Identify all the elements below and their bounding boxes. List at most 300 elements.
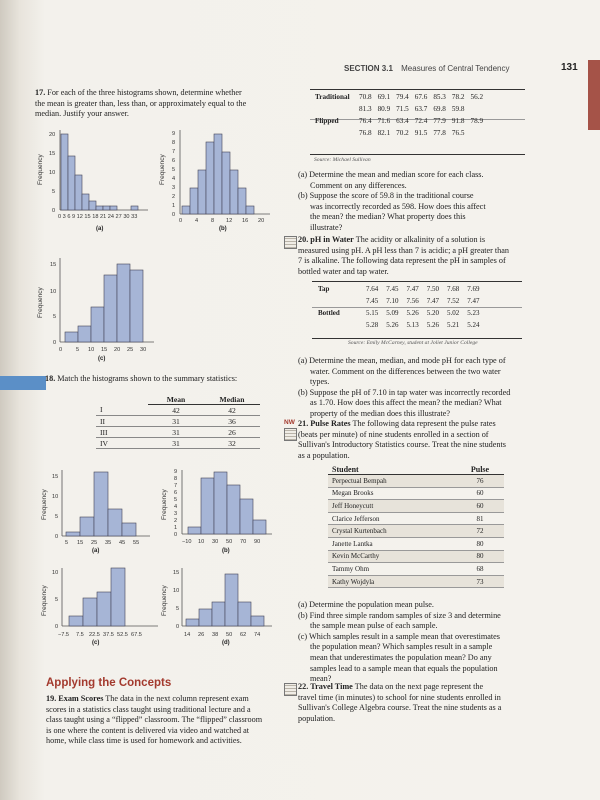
caption-18b: (b) — [222, 548, 230, 554]
data-set-icon — [284, 683, 297, 696]
histogram-bar — [251, 616, 264, 626]
x-tick-labels: 0 3 6 9 12 15 18 21 24 27 30 33 — [58, 214, 138, 220]
problem-19 — [46, 694, 301, 747]
table-cell: Perpectual Bempah — [328, 475, 456, 488]
x-tick: 25 — [91, 540, 98, 546]
table-cell: 7.45 — [386, 285, 399, 293]
y-axis-label: Frequency — [161, 585, 168, 616]
x-tick: 74 — [254, 632, 261, 638]
y-tick: 10 — [52, 494, 59, 500]
x-tick: 22.5 — [89, 632, 100, 638]
caption-18d: (d) — [222, 640, 230, 646]
problem-title: Pulse Rates — [310, 419, 351, 428]
x-tick: 50 — [226, 539, 233, 545]
caption-c: (c) — [98, 356, 106, 362]
table-cell: 85.3 — [433, 93, 446, 101]
problem-text: measured using pH. A pH less than 7 is acidic; a pH greater than — [298, 245, 510, 255]
row-label: Tap — [318, 285, 330, 293]
row-label: II — [96, 416, 148, 427]
problem-22 — [298, 682, 548, 724]
table-cell: 72 — [456, 525, 504, 538]
histogram-bar — [130, 270, 143, 342]
y-tick: 2 — [174, 518, 178, 524]
table-cell: 5.26 — [386, 321, 399, 329]
table-cell: 70.8 — [359, 93, 372, 101]
table-cell: 80.9 — [377, 105, 391, 113]
histogram-bar — [190, 188, 198, 214]
x-tick: 62 — [240, 632, 247, 638]
histogram-bar — [122, 523, 136, 536]
table-cell: 77.9 — [433, 117, 446, 125]
table-cell: 69.8 — [433, 105, 446, 113]
x-tick: 30 — [212, 539, 219, 545]
histogram-bar — [253, 520, 266, 534]
part-b: (b) Find three simple random samples of size 3 and determine — [298, 610, 501, 620]
histogram-bar — [227, 485, 240, 534]
part-c-cont: mean? — [310, 674, 332, 684]
problem-text: Match the histograms shown to the summary statistics: — [57, 374, 238, 383]
y-tick: 5 — [55, 597, 59, 603]
table-cell: 63.4 — [396, 117, 409, 125]
summary-statistics-table — [96, 394, 260, 449]
histogram-bar — [225, 574, 238, 626]
table-cell: 5.13 — [406, 321, 419, 329]
part-b-cont: as 1.70. How does this affect the mean? the median? What — [310, 398, 502, 408]
part-b-cont: the mean? the median? What property does this — [310, 212, 466, 222]
histogram-bar — [131, 206, 138, 210]
section-title: Measures of Central Tendency — [401, 64, 510, 73]
histogram-18d — [160, 566, 275, 651]
histogram-bar — [66, 532, 80, 536]
problem-text: is one where the content is delivered via video and watched at — [46, 725, 250, 735]
x-tick: 15 — [101, 347, 108, 353]
histogram-bar — [240, 499, 253, 534]
table-cell: 72.4 — [414, 117, 428, 125]
table-cell: 7.45 — [366, 297, 379, 305]
chapter-tab — [588, 60, 600, 130]
table-cell: 7.47 — [426, 297, 439, 305]
histogram-bar — [94, 472, 108, 536]
y-tick: 7 — [172, 149, 176, 155]
y-tick: 5 — [52, 189, 56, 195]
histogram-bar — [83, 598, 97, 626]
table-cell: 5.23 — [467, 309, 480, 317]
table-cell: 77.8 — [433, 129, 446, 137]
histogram-bar — [68, 156, 75, 210]
table-cell: 42 — [148, 405, 204, 416]
problem-17 — [35, 88, 285, 120]
part-b-cont: the sample mean pulse of each sample. — [310, 621, 438, 631]
nw-badge: NW — [284, 419, 295, 426]
table-cell: 5.21 — [447, 321, 460, 329]
ph-table — [314, 283, 484, 331]
histogram-bar — [214, 134, 222, 214]
y-tick: 1 — [172, 203, 176, 209]
table-cell: 63.7 — [414, 105, 428, 113]
histogram-bar — [238, 188, 246, 214]
y-tick: 0 — [172, 212, 176, 218]
facing-page-bleed — [0, 60, 40, 760]
part-b-cont: was incorrectly recorded as 598. How does this affect — [310, 201, 486, 211]
problem-18 — [45, 374, 237, 385]
histogram-bar — [96, 206, 103, 210]
histogram-bar — [108, 509, 122, 536]
y-tick: 9 — [174, 469, 178, 475]
histogram-bar — [89, 201, 96, 210]
y-tick: 15 — [50, 262, 57, 268]
y-tick: 5 — [53, 314, 57, 320]
data-set-icon — [284, 428, 297, 441]
table-cell: 76.8 — [359, 129, 372, 137]
problem-text: median. Justify your answer. — [35, 109, 129, 119]
y-tick: 0 — [52, 208, 56, 214]
table-cell: 60 — [456, 500, 504, 513]
histogram-18c — [40, 566, 160, 651]
problem-19-parts — [298, 170, 543, 234]
table-cell: 68 — [456, 563, 504, 576]
column-header: Student — [328, 465, 456, 475]
table-cell: 5.26 — [406, 309, 419, 317]
y-axis-label: Frequency — [41, 585, 48, 616]
part-c: (c) Which samples result in a sample mean that overestimates — [298, 631, 500, 641]
histogram-bar — [91, 307, 104, 342]
table-cell: 31 — [148, 427, 204, 438]
table-cell: 78.9 — [470, 117, 484, 125]
y-tick: 0 — [55, 534, 59, 540]
x-tick: 16 — [242, 218, 249, 224]
table-cell: 7.56 — [406, 297, 419, 305]
table-cell: 91.8 — [451, 117, 465, 125]
histogram-bar — [104, 275, 117, 342]
table-cell: 7.10 — [386, 297, 399, 305]
table-cell: 42 — [204, 405, 260, 416]
section-heading: Applying the Concepts — [46, 677, 172, 689]
problem-number: 20. — [298, 235, 309, 244]
y-tick: 7 — [174, 483, 178, 489]
y-tick: 10 — [49, 170, 56, 176]
exam-scores-table — [312, 91, 486, 139]
y-tick: 5 — [55, 514, 59, 520]
y-tick: 4 — [174, 504, 178, 510]
x-tick: 8 — [211, 218, 215, 224]
x-tick: 4 — [195, 218, 199, 224]
running-header — [344, 64, 510, 73]
y-tick: 5 — [172, 167, 176, 173]
part-a-cont: Comment on any differences. — [310, 180, 407, 190]
histogram-17b — [158, 130, 273, 225]
problem-number: 18. — [45, 374, 56, 383]
problem-title: pH in Water — [310, 235, 354, 244]
table-cell: 76.5 — [451, 129, 465, 137]
problem-21 — [298, 419, 548, 461]
source-note: Source: Emily McCarney, student at Joliet Junior College — [348, 340, 478, 346]
table-cell: 78.2 — [451, 93, 465, 101]
x-tick: 55 — [133, 540, 140, 546]
table-cell: 7.69 — [467, 285, 480, 293]
x-tick: 5 — [65, 540, 69, 546]
problem-number: 19. — [46, 694, 57, 703]
table-cell: 7.64 — [366, 285, 379, 293]
y-tick: 8 — [174, 476, 178, 482]
x-tick: 7.5 — [76, 632, 84, 638]
column-header: Median — [204, 394, 260, 405]
y-tick: 4 — [172, 176, 176, 182]
y-axis-label: Frequency — [37, 287, 44, 318]
table-cell: 31 — [148, 416, 204, 427]
table-cell: 73 — [456, 575, 504, 588]
histogram-bar — [110, 206, 117, 210]
histogram-bar — [222, 152, 230, 214]
table-cell: Clarice Jefferson — [328, 512, 456, 525]
problem-text: scores in a statistics class taught using traditional lecture and a — [46, 704, 251, 714]
table-cell: 81.3 — [359, 105, 372, 113]
histogram-bar — [80, 517, 94, 536]
facing-page-blue-band — [0, 376, 46, 390]
problem-text: For each of the three histograms shown, determine whether — [47, 88, 242, 97]
row-label: IV — [96, 438, 148, 449]
part-c-cont: the population mean? Which samples result in a sample — [310, 642, 493, 652]
x-tick: 67.5 — [131, 632, 142, 638]
table-cell: 59.8 — [451, 105, 465, 113]
table-cell: Megan Brooks — [328, 487, 456, 500]
y-tick: 2 — [172, 194, 176, 200]
histogram-bar — [201, 478, 214, 534]
y-axis-label: Frequency — [37, 154, 44, 185]
histogram-bar — [117, 264, 130, 342]
histogram-bar — [246, 206, 254, 214]
x-tick: 35 — [105, 540, 112, 546]
problem-text: as a population. — [298, 450, 350, 460]
x-tick: 38 — [212, 632, 219, 638]
y-tick: 5 — [174, 497, 178, 503]
table-cell: 26 — [204, 427, 260, 438]
x-tick: 0 — [59, 347, 63, 353]
histogram-bar — [103, 206, 110, 210]
table-cell: 5.28 — [366, 321, 379, 329]
y-tick: 0 — [53, 340, 57, 346]
part-a-cont: water. Comment on the differences between the two water — [310, 366, 501, 376]
table-cell: Jeff Honeycutt — [328, 500, 456, 513]
histogram-bar — [111, 568, 125, 626]
data-set-icon — [284, 236, 297, 249]
table-cell: 60 — [456, 487, 504, 500]
table-cell: 91.5 — [414, 129, 428, 137]
x-tick: 20 — [258, 218, 265, 224]
histogram-bar — [230, 170, 238, 214]
histogram-bar — [199, 609, 212, 626]
row-label: III — [96, 427, 148, 438]
row-label: I — [96, 405, 148, 416]
x-tick: 10 — [198, 539, 205, 545]
y-axis-label: Frequency — [159, 154, 166, 185]
problem-text: The acidity or alkalinity of a solution is — [355, 235, 486, 244]
table-cell: 80 — [456, 550, 504, 563]
problem-text: travel time (in minutes) to school for nine students enrolled in — [298, 692, 501, 702]
table-cell: 5.09 — [386, 309, 399, 317]
problem-number: 21. — [298, 419, 309, 428]
table-cell: Crystal Kurtenbach — [328, 525, 456, 538]
y-tick: 0 — [174, 532, 178, 538]
problem-20 — [298, 235, 548, 277]
histogram-bar — [214, 472, 227, 534]
part-b-cont: property of the median does this illustrate? — [310, 408, 451, 418]
y-axis-label: Frequency — [161, 489, 168, 520]
y-tick: 9 — [172, 131, 176, 137]
table-cell: 80 — [456, 537, 504, 550]
problem-number: 17. — [35, 88, 46, 97]
row-label: Bottled — [318, 309, 340, 317]
x-tick: −7.5 — [58, 632, 70, 638]
column-header: Mean — [148, 394, 204, 405]
problem-text: 7 is alkaline. The following data represent the pH in samples of — [298, 256, 506, 266]
table-cell: 32 — [204, 438, 260, 449]
problem-title: Exam Scores — [58, 694, 104, 703]
source-note: Source: Michael Sullivan — [314, 157, 371, 163]
histogram-bar — [97, 592, 111, 626]
problem-text: The data in the next column represent exam — [105, 694, 249, 703]
x-tick: 12 — [226, 218, 233, 224]
histogram-17c — [36, 258, 156, 363]
table-cell: 7.50 — [426, 285, 439, 293]
x-tick: 25 — [127, 347, 134, 353]
y-tick: 10 — [50, 289, 57, 295]
x-tick: 90 — [254, 539, 261, 545]
x-tick: 20 — [114, 347, 121, 353]
table-cell: Tammy Ohm — [328, 563, 456, 576]
histogram-17a — [36, 130, 151, 225]
table-cell: 70.2 — [396, 129, 409, 137]
y-tick: 15 — [173, 570, 180, 576]
histogram-bar — [75, 175, 82, 210]
table-cell: 5.24 — [467, 321, 480, 329]
page-number: 131 — [561, 62, 578, 73]
table-cell: 31 — [148, 438, 204, 449]
table-cell: 71.5 — [396, 105, 409, 113]
table-cell: 7.52 — [447, 297, 460, 305]
problem-20-parts — [298, 356, 548, 420]
histogram-bar — [82, 194, 89, 210]
y-tick: 0 — [176, 624, 180, 630]
caption-b: (b) — [219, 226, 227, 232]
x-tick: 30 — [140, 347, 147, 353]
histogram-bar — [198, 170, 206, 214]
table-cell: 79.4 — [396, 93, 409, 101]
x-tick: 15 — [77, 540, 84, 546]
histogram-bar — [61, 134, 68, 210]
y-tick: 0 — [55, 624, 59, 630]
row-label: Flipped — [315, 117, 339, 125]
problem-text: home, while class time is used for homework and activities. — [46, 736, 242, 746]
y-tick: 15 — [52, 474, 59, 480]
table-cell: 76.4 — [359, 117, 372, 125]
histogram-bar — [78, 326, 91, 342]
y-tick: 15 — [49, 151, 56, 157]
part-c-cont: samples lead to a sample mean that equals the population — [310, 663, 498, 673]
y-tick: 3 — [172, 185, 176, 191]
table-cell: 5.02 — [447, 309, 460, 317]
table-cell: Kathy Wojdyla — [328, 575, 456, 588]
x-tick: 0 — [179, 218, 183, 224]
table-cell: Kevin McCarthy — [328, 550, 456, 563]
histogram-bar — [212, 602, 225, 626]
table-cell: Janette Lantka — [328, 537, 456, 550]
histogram-bar — [182, 206, 190, 214]
table-cell: 69.1 — [377, 93, 391, 101]
table-cell: 67.6 — [414, 93, 428, 101]
x-tick: 10 — [88, 347, 95, 353]
y-tick: 6 — [172, 158, 176, 164]
problem-text: (beats per minute) of nine students enrolled in a section of — [298, 429, 489, 439]
table-cell: 5.26 — [426, 321, 439, 329]
problem-text: the mean is greater than, less than, or approximately equal to the — [35, 98, 247, 108]
part-a-cont: types. — [310, 377, 330, 387]
x-tick: 37.5 — [103, 632, 114, 638]
problem-number: 22. — [298, 682, 309, 691]
histogram-18a — [40, 468, 152, 553]
table-cell: 7.68 — [447, 285, 460, 293]
part-b: (b) Suppose the pH of 7.10 in tap water was incorrectly recorded — [298, 387, 511, 397]
problem-text: The following data represent the pulse rates — [352, 419, 496, 428]
part-a: (a) Determine the mean, median, and mode pH for each type of — [298, 356, 506, 365]
problem-title: Travel Time — [310, 682, 353, 691]
part-b-cont: illustrate? — [310, 222, 343, 232]
part-a: (a) Determine the population mean pulse. — [298, 600, 434, 609]
x-tick: 52.5 — [117, 632, 128, 638]
problem-21-parts — [298, 600, 548, 685]
x-tick: 50 — [226, 632, 233, 638]
histogram-bar — [65, 332, 78, 342]
problem-text: bottled water and tap water. — [298, 266, 389, 276]
section-number: SECTION 3.1 — [344, 64, 393, 73]
y-tick: 5 — [176, 606, 180, 612]
histogram-bar — [238, 602, 251, 626]
x-tick: −10 — [182, 539, 192, 545]
part-b: (b) Suppose the score of 59.8 in the traditional course — [298, 191, 474, 201]
y-tick: 6 — [174, 490, 178, 496]
table-cell: 5.15 — [366, 309, 379, 317]
histogram-18b — [160, 468, 275, 553]
table-cell: 5.20 — [426, 309, 439, 317]
histogram-bar — [188, 527, 201, 534]
table-cell: 56.2 — [470, 93, 484, 101]
y-tick: 1 — [174, 525, 178, 531]
table-cell: 82.1 — [377, 129, 391, 137]
problem-text: The data on the next page represent the — [354, 682, 484, 691]
problem-text: class taught using a “flipped” classroom. The “flipped” classroom — [46, 715, 263, 725]
column-header: Pulse — [456, 465, 504, 475]
y-tick: 3 — [174, 511, 178, 517]
table-cell: 81 — [456, 512, 504, 525]
part-a: (a) Determine the mean and median score for each class. — [298, 170, 484, 179]
problem-text: Sullivan's Introductory Statistics course. Treat the nine students — [298, 440, 506, 450]
x-tick: 70 — [240, 539, 247, 545]
caption-18a: (a) — [92, 548, 100, 554]
histogram-bar — [69, 616, 83, 626]
table-cell: 76 — [456, 475, 504, 488]
y-tick: 20 — [49, 132, 56, 138]
part-c-cont: mean that underestimates the population mean? Do any — [310, 652, 492, 662]
x-tick: 5 — [76, 347, 80, 353]
problem-text: population. — [298, 713, 336, 723]
problem-text: Sullivan's College Algebra course. Treat the nine students as a — [298, 703, 502, 713]
pulse-table — [328, 465, 504, 588]
table-cell: 7.47 — [467, 297, 480, 305]
y-axis-label: Frequency — [41, 489, 48, 520]
x-tick: 26 — [198, 632, 205, 638]
y-tick: 8 — [172, 140, 176, 146]
y-tick: 10 — [173, 588, 180, 594]
row-label: Traditional — [315, 93, 350, 101]
